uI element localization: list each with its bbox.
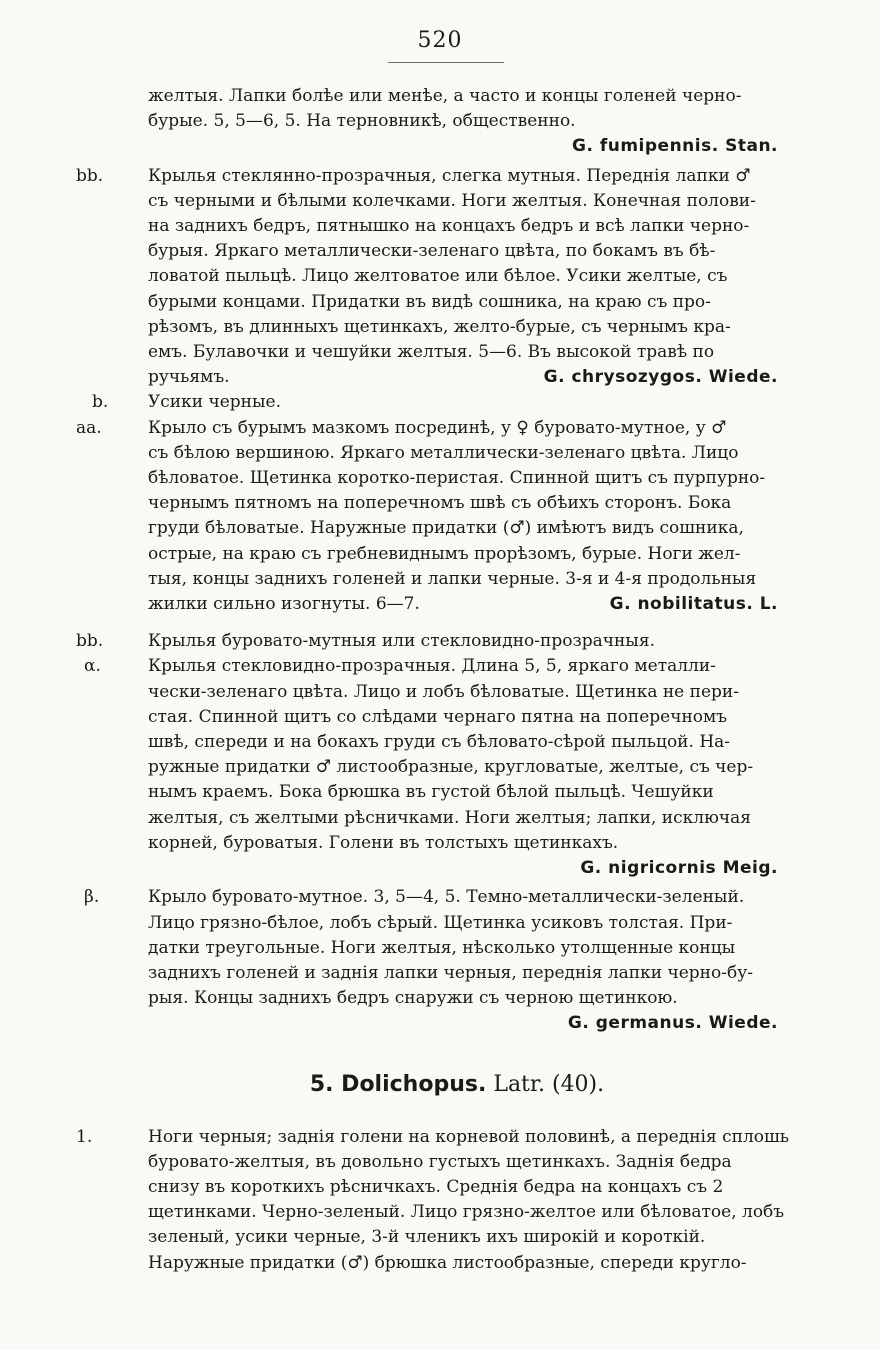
text-line-with-species	[148, 592, 802, 617]
text-line: зеленый, усики черные, 3-й членикъ ихъ широкій и короткій.	[148, 1227, 706, 1248]
key-entry-bb	[76, 164, 802, 391]
text-line: острые, на краю съ гребневиднымъ прорѣзомъ, бурые. Ноги жел-	[148, 543, 741, 564]
text-line: Крылья стекловидно-прозрачныя. Длина 5, 5, яркаго металли-	[148, 656, 716, 677]
text-line: Крыло буровато-мутное. 3, 5—4, 5. Темно-металлически-зеленый.	[148, 887, 745, 908]
text-line: съ черными и бѣлыми колечками. Ноги желтыя. Конечная полови-	[148, 190, 756, 211]
page-number: 520	[417, 28, 463, 53]
key-entry-alpha	[84, 654, 802, 881]
text-line: груди бѣловатые. Наружные придатки (♂) имѣютъ видъ сошника,	[148, 518, 744, 539]
text-line: Крыло съ бурымъ мазкомъ посрединѣ, у ♀ буровато-мутное, у ♂	[148, 417, 727, 438]
text-line: Лицо грязно-бѣлое, лобъ сѣрый. Щетинка усиковъ толстая. При-	[148, 912, 733, 933]
species-name: G. fumipennis. Stan.	[572, 136, 778, 157]
text-line: ружные придатки ♂ листообразные, кругловатые, желтые, съ чер-	[148, 757, 754, 778]
key-marker: 1.	[76, 1126, 93, 1147]
species-name: G. germanus. Wiede.	[567, 1013, 778, 1034]
text-line: стая. Спинной щитъ со слѣдами чернаго пятна на поперечномъ	[148, 706, 728, 727]
text-line: емъ. Булавочки и чешуйки желтыя. 5—6. Въ высокой травѣ по	[148, 342, 715, 363]
text-line: рѣзомъ, въ длинныхъ щетинкахъ, желто-бурые, съ чернымъ кра-	[148, 316, 731, 337]
text-line: бурые. 5, 5—6, 5. На терновникѣ, общественно.	[148, 111, 576, 132]
text-fragment: жилки сильно изогнуты. 6—7.	[148, 594, 420, 615]
genus-name: 5. Dolichopus.	[309, 1071, 487, 1097]
text-line: Крылья стеклянно-прозрачныя, слегка мутныя. Переднія лапки ♂	[148, 165, 751, 186]
text-line: съ бѣлою вершиною. Яркаго металлически-зеленаго цвѣта. Лицо	[148, 442, 739, 463]
text-fragment: ручьямъ.	[148, 367, 230, 388]
text-line: нымъ краемъ. Бока брюшка въ густой бѣлой пыльцѣ. Чешуйки	[148, 782, 714, 803]
text-line: Крылья буровато-мутныя или стекловидно-прозрачныя.	[148, 631, 655, 652]
text-line: снизу въ короткихъ рѣсничкахъ. Среднія бедра на концахъ съ 2	[148, 1176, 724, 1197]
key-entry-bb-second	[76, 629, 802, 654]
text-line: рыя. Концы заднихъ бедръ снаружи съ черною щетинкою.	[148, 988, 678, 1009]
header-rule	[388, 62, 504, 63]
key-entry-b	[92, 390, 802, 415]
key-marker: aa.	[76, 417, 102, 438]
text-line: ловатой пыльцѣ. Лицо желтоватое или бѣлое. Усики желтые, съ	[148, 266, 728, 287]
species-name: G. chrysozygos. Wiede.	[543, 367, 778, 388]
text-line: желтыя, съ желтыми рѣсничками. Ноги желтыя; лапки, исключая	[148, 807, 751, 828]
text-line: швѣ, спереди и на бокахъ груди съ бѣловато-сѣрой пыльцой. На-	[148, 732, 731, 753]
species-name: G. nobilitatus. L.	[609, 594, 778, 615]
text-line: щетинками. Черно-зеленый. Лицо грязно-желтое или бѣловатое, лобъ	[148, 1202, 785, 1223]
text-line: бурыми концами. Придатки въ видѣ сошника, на краю съ про-	[148, 291, 711, 312]
key-marker: bb.	[76, 165, 104, 186]
text-line: чески-зеленаго цвѣта. Лицо и лобъ бѣловатые. Щетинка не пери-	[148, 681, 739, 702]
text-line: Наружные придатки (♂) брюшка листообразные, спереди кругло-	[148, 1252, 747, 1273]
genus-heading	[112, 1071, 802, 1099]
text-line: бѣловатое. Щетинка коротко-перистая. Спинной щитъ съ пурпурно-	[148, 468, 766, 489]
text-line: тыя, концы заднихъ голеней и лапки черные. 3-я и 4-я продольныя	[148, 568, 757, 589]
text-line: Ноги черныя; заднія голени на корневой половинѣ, а переднія сплошь	[148, 1126, 790, 1147]
text-line: Усики черные.	[148, 392, 282, 413]
genus-author: Latr. (40).	[493, 1071, 605, 1097]
text-line: желтыя. Лапки болѣе или менѣе, а часто и концы голеней черно-	[148, 86, 742, 106]
text-line: датки треугольные. Ноги желтыя, нѣсколько утолщенные концы	[148, 937, 736, 958]
page-body	[76, 84, 802, 1276]
key-entry-aa	[76, 416, 802, 618]
key-entry-1	[76, 1125, 802, 1276]
key-marker: bb.	[76, 631, 104, 652]
species-name: G. nigricornis Meig.	[580, 858, 778, 879]
key-marker: b.	[92, 392, 109, 413]
key-entry-beta	[84, 885, 802, 1036]
key-entry-continuation	[112, 84, 802, 160]
text-line: заднихъ голеней и заднія лапки черныя, переднія лапки черно-бу-	[148, 962, 753, 983]
text-line-with-species	[148, 365, 802, 390]
text-line: на заднихъ бедръ, пятнышко на концахъ бедръ и всѣ лапки черно-	[148, 216, 750, 237]
text-line: корней, буроватыя. Голени въ толстыхъ щетинкахъ.	[148, 832, 619, 853]
text-line: бурыя. Яркаго металлически-зеленаго цвѣта, по бокамъ въ бѣ-	[148, 241, 716, 262]
text-line: буровато-желтыя, въ довольно густыхъ щетинкахъ. Заднія бедра	[148, 1151, 732, 1172]
key-marker: α.	[84, 656, 101, 677]
text-line: чернымъ пятномъ на поперечномъ швѣ съ обѣихъ сторонъ. Бока	[148, 493, 732, 514]
key-marker: β.	[84, 887, 100, 908]
